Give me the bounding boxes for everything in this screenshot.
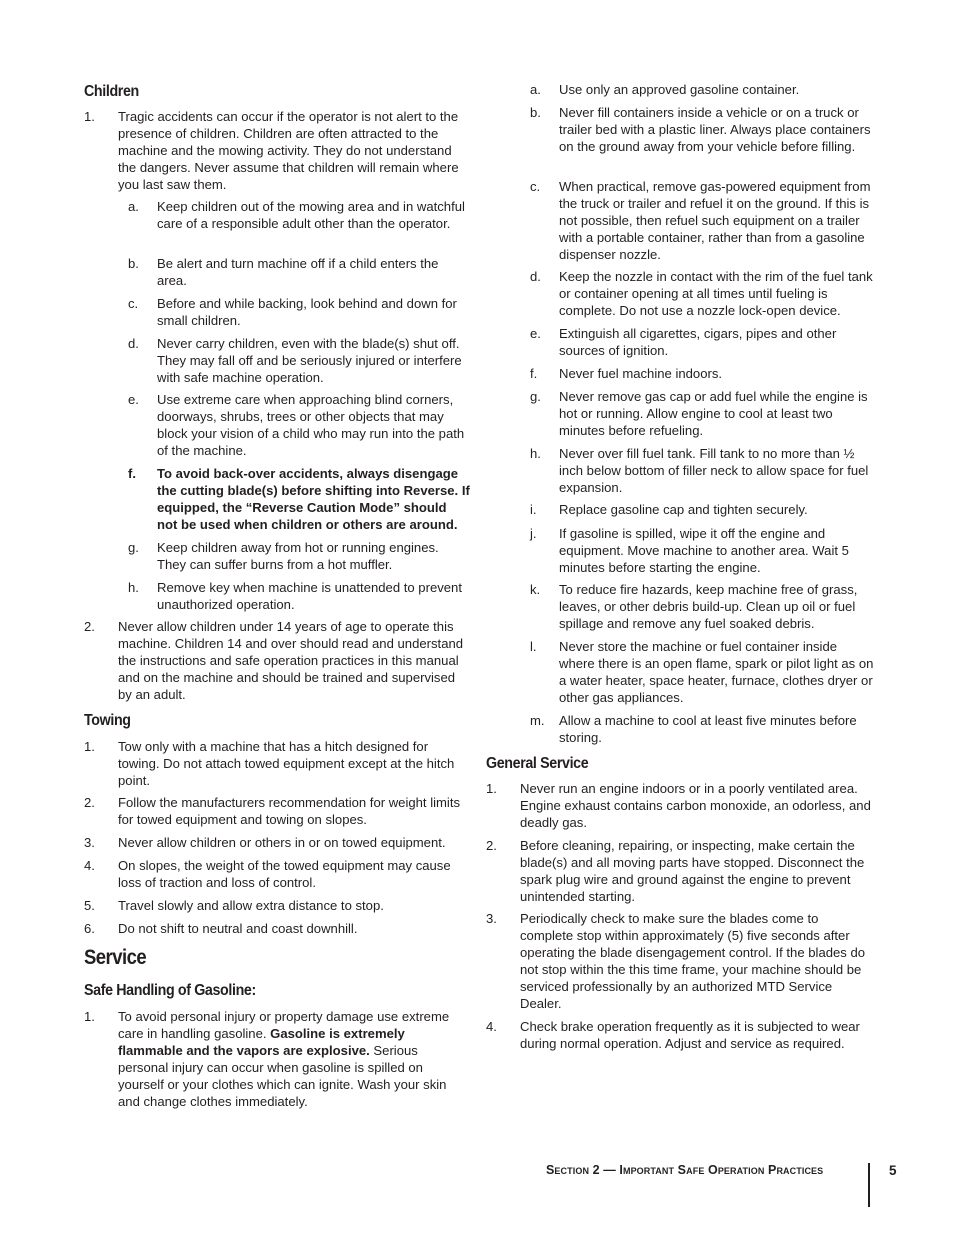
list-item	[84, 920, 470, 937]
item-letter: f.	[128, 466, 136, 481]
list-item	[84, 1008, 470, 1110]
footer-divider	[868, 1163, 870, 1207]
item-text: Extinguish all cigarettes, cigars, pipes and other sources of ignition.	[559, 326, 837, 358]
list-item	[128, 579, 470, 613]
list-item	[84, 108, 470, 193]
item-number: 4.	[84, 858, 95, 873]
item-text: Use extreme care when approaching blind corners, doorways, shrubs, trees or other objects that may block your vision of a child who may run into the path of the machine.	[157, 392, 465, 458]
item-text: Keep children away from hot or running engines. They can suffer burns from a hot muffler.	[157, 540, 439, 572]
item-text-part: Serious personal injury can occur when gasoline is spilled on yourself or your clothes which can ignite. Wash your skin and change clothes immediately.	[118, 1043, 447, 1109]
item-text: Do not shift to neutral and coast downhill.	[118, 921, 358, 936]
item-text: Check brake operation frequently as it is subjected to wear during normal operation. Adjust and service as required.	[520, 1019, 860, 1051]
list-item	[530, 581, 874, 632]
item-number: 2.	[84, 795, 95, 810]
item-text: Allow a machine to cool at least five minutes before storing.	[559, 713, 857, 745]
item-text: If gasoline is spilled, wipe it off the engine and equipment. Move machine to another area. Wait 5 minutes before starting the engine.	[559, 526, 849, 575]
item-text: Tow only with a machine that has a hitch designed for towing. Do not attach towed equipment except at the hitch point.	[118, 739, 455, 788]
item-text: Remove key when machine is unattended to prevent unauthorized operation.	[157, 580, 462, 612]
item-letter: e.	[530, 326, 541, 341]
list-item	[530, 325, 874, 359]
item-text: On slopes, the weight of the towed equipment may cause loss of traction and loss of control.	[118, 858, 451, 890]
item-text: Never allow children under 14 years of age to operate this machine. Children 14 and over should read and understand the instructions and safe operation practices in this manual and on the machine and should be trained and supervised by an adult.	[118, 619, 464, 702]
item-text: Replace gasoline cap and tighten securely.	[559, 502, 808, 517]
item-letter: g.	[530, 389, 541, 404]
item-text	[118, 1008, 470, 1110]
list-item	[530, 365, 874, 382]
item-text: To avoid back-over accidents, always disengage the cutting blade(s) before shifting into Reverse. If equipped, the “Reverse Caution Mode” should not be used when children or others are around.	[157, 466, 470, 532]
list-item	[84, 857, 470, 891]
item-letter: a.	[128, 199, 139, 214]
list-item	[128, 539, 470, 573]
item-number: 2.	[486, 838, 497, 853]
item-letter: a.	[530, 82, 541, 97]
item-number: 3.	[84, 835, 95, 850]
item-letter: c.	[530, 179, 541, 194]
list-item	[128, 391, 470, 459]
item-text: Never fuel machine indoors.	[559, 366, 723, 381]
item-letter: k.	[530, 582, 541, 597]
item-text: Use only an approved gasoline container.	[559, 82, 800, 97]
general-service-heading: General Service	[486, 755, 589, 772]
item-number: 2.	[84, 619, 95, 634]
list-item	[530, 638, 874, 706]
item-text: Never store the machine or fuel container inside where there is an open flame, spark or pilot light as on a water heater, space heater, furnace, clothes dryer or other gas appliances.	[559, 639, 874, 705]
item-number: 6.	[84, 921, 95, 936]
item-text: When practical, remove gas-powered equipment from the truck or trailer and refuel it on the ground. If this is not possible, then refuel such equipment on a trailer with a portable container, rather than from a gasoline dispenser nozzle.	[559, 179, 871, 262]
list-item	[128, 255, 470, 289]
page-number: 5	[889, 1163, 897, 1178]
list-item	[84, 897, 470, 914]
item-text: Never over fill fuel tank. Fill tank to no more than ½ inch below bottom of filler neck to allow space for fuel expansion.	[559, 446, 869, 495]
children-heading: Children	[84, 83, 139, 100]
list-item	[530, 388, 874, 439]
item-text: Never allow children or others in or on towed equipment.	[118, 835, 446, 850]
list-item	[84, 794, 470, 828]
list-item	[530, 178, 874, 263]
item-text: Travel slowly and allow extra distance to stop.	[118, 898, 384, 913]
item-text: Tragic accidents can occur if the operator is not alert to the presence of children. Children are often attracted to the machine and the mowing activity. They do not understand the dangers. Never assume that children will remain where you last saw them.	[118, 109, 459, 192]
item-number: 1.	[84, 739, 95, 754]
item-letter: m.	[530, 713, 545, 728]
item-text: Be alert and turn machine off if a child enters the area.	[157, 256, 439, 288]
item-letter: e.	[128, 392, 139, 407]
item-letter: d.	[530, 269, 541, 284]
item-text: Keep children out of the mowing area and in watchful care of a responsible adult other than the operator.	[157, 199, 465, 231]
list-item	[530, 525, 874, 576]
footer-section-title: Section 2 — Important Safe Operation Practices	[546, 1163, 824, 1177]
list-item	[84, 834, 470, 851]
list-item	[530, 501, 874, 518]
gasoline-heading: Safe Handling of Gasoline:	[84, 982, 256, 999]
list-item	[84, 738, 470, 789]
item-number: 4.	[486, 1019, 497, 1034]
item-letter: h.	[530, 446, 541, 461]
item-text-bold: Gasoline is extremely flammable and the vapors are explosive.	[118, 1026, 405, 1058]
item-number: 1.	[486, 781, 497, 796]
list-item	[128, 295, 470, 329]
item-text: Never run an engine indoors or in a poorly ventilated area. Engine exhaust contains carbon monoxide, an odorless, and deadly gas.	[520, 781, 871, 830]
list-item	[486, 837, 874, 905]
item-text-part: To avoid personal injury or property damage use extreme care in handling gasoline.	[118, 1009, 450, 1041]
item-text: Never remove gas cap or add fuel while the engine is hot or running. Allow engine to cool at least two minutes before refueling.	[559, 389, 868, 438]
item-text: To reduce fire hazards, keep machine free of grass, leaves, or other debris build-up. Clean up oil or fuel spillage and remove any fuel soaked debris.	[559, 582, 858, 631]
item-text: Keep the nozzle in contact with the rim of the fuel tank or container opening at all times until fueling is complete. Do not use a nozzle lock-open device.	[559, 269, 873, 318]
item-number: 1.	[84, 109, 95, 124]
item-letter: i.	[530, 502, 537, 517]
item-number: 3.	[486, 911, 497, 926]
list-item	[530, 268, 874, 319]
item-letter: b.	[530, 105, 541, 120]
item-text: Before and while backing, look behind and down for small children.	[157, 296, 457, 328]
item-letter: j.	[530, 526, 537, 541]
item-letter: h.	[128, 580, 139, 595]
list-item	[530, 81, 874, 98]
item-number: 5.	[84, 898, 95, 913]
list-item	[84, 618, 470, 703]
item-text: Periodically check to make sure the blades come to complete stop within approximately (5) five seconds after operating the blade disengagement control. If the blades do not stop within the this time frame, your machine should be serviced professionally by an authorized MTD Service Dealer.	[520, 911, 866, 1011]
item-text: Never fill containers inside a vehicle or on a truck or trailer bed with a plastic liner. Always place containers on the ground away from your vehicle before filling.	[559, 105, 871, 154]
item-text: Follow the manufacturers recommendation for weight limits for towed equipment and towing on slopes.	[118, 795, 461, 827]
list-item	[530, 712, 874, 746]
service-heading: Service	[84, 946, 147, 969]
list-item	[530, 104, 874, 155]
item-letter: b.	[128, 256, 139, 271]
list-item	[486, 1018, 874, 1052]
list-item	[486, 780, 874, 831]
item-letter: l.	[530, 639, 537, 654]
item-letter: d.	[128, 336, 139, 351]
list-item	[128, 335, 470, 386]
towing-heading: Towing	[84, 712, 131, 729]
item-letter: g.	[128, 540, 139, 555]
item-text: Before cleaning, repairing, or inspecting, make certain the blade(s) and all moving parts have stopped. Disconnect the spark plug wire and ground against the engine to prevent unintended starting.	[520, 838, 865, 904]
item-number: 1.	[84, 1009, 95, 1024]
item-letter: c.	[128, 296, 139, 311]
item-letter: f.	[530, 366, 538, 381]
list-item	[128, 198, 470, 232]
list-item	[486, 910, 874, 1012]
warning-list-item	[128, 465, 470, 533]
list-item	[530, 445, 874, 496]
item-text: Never carry children, even with the blade(s) shut off. They may fall off and be seriously injured or interfere with safe machine operation.	[157, 336, 462, 385]
